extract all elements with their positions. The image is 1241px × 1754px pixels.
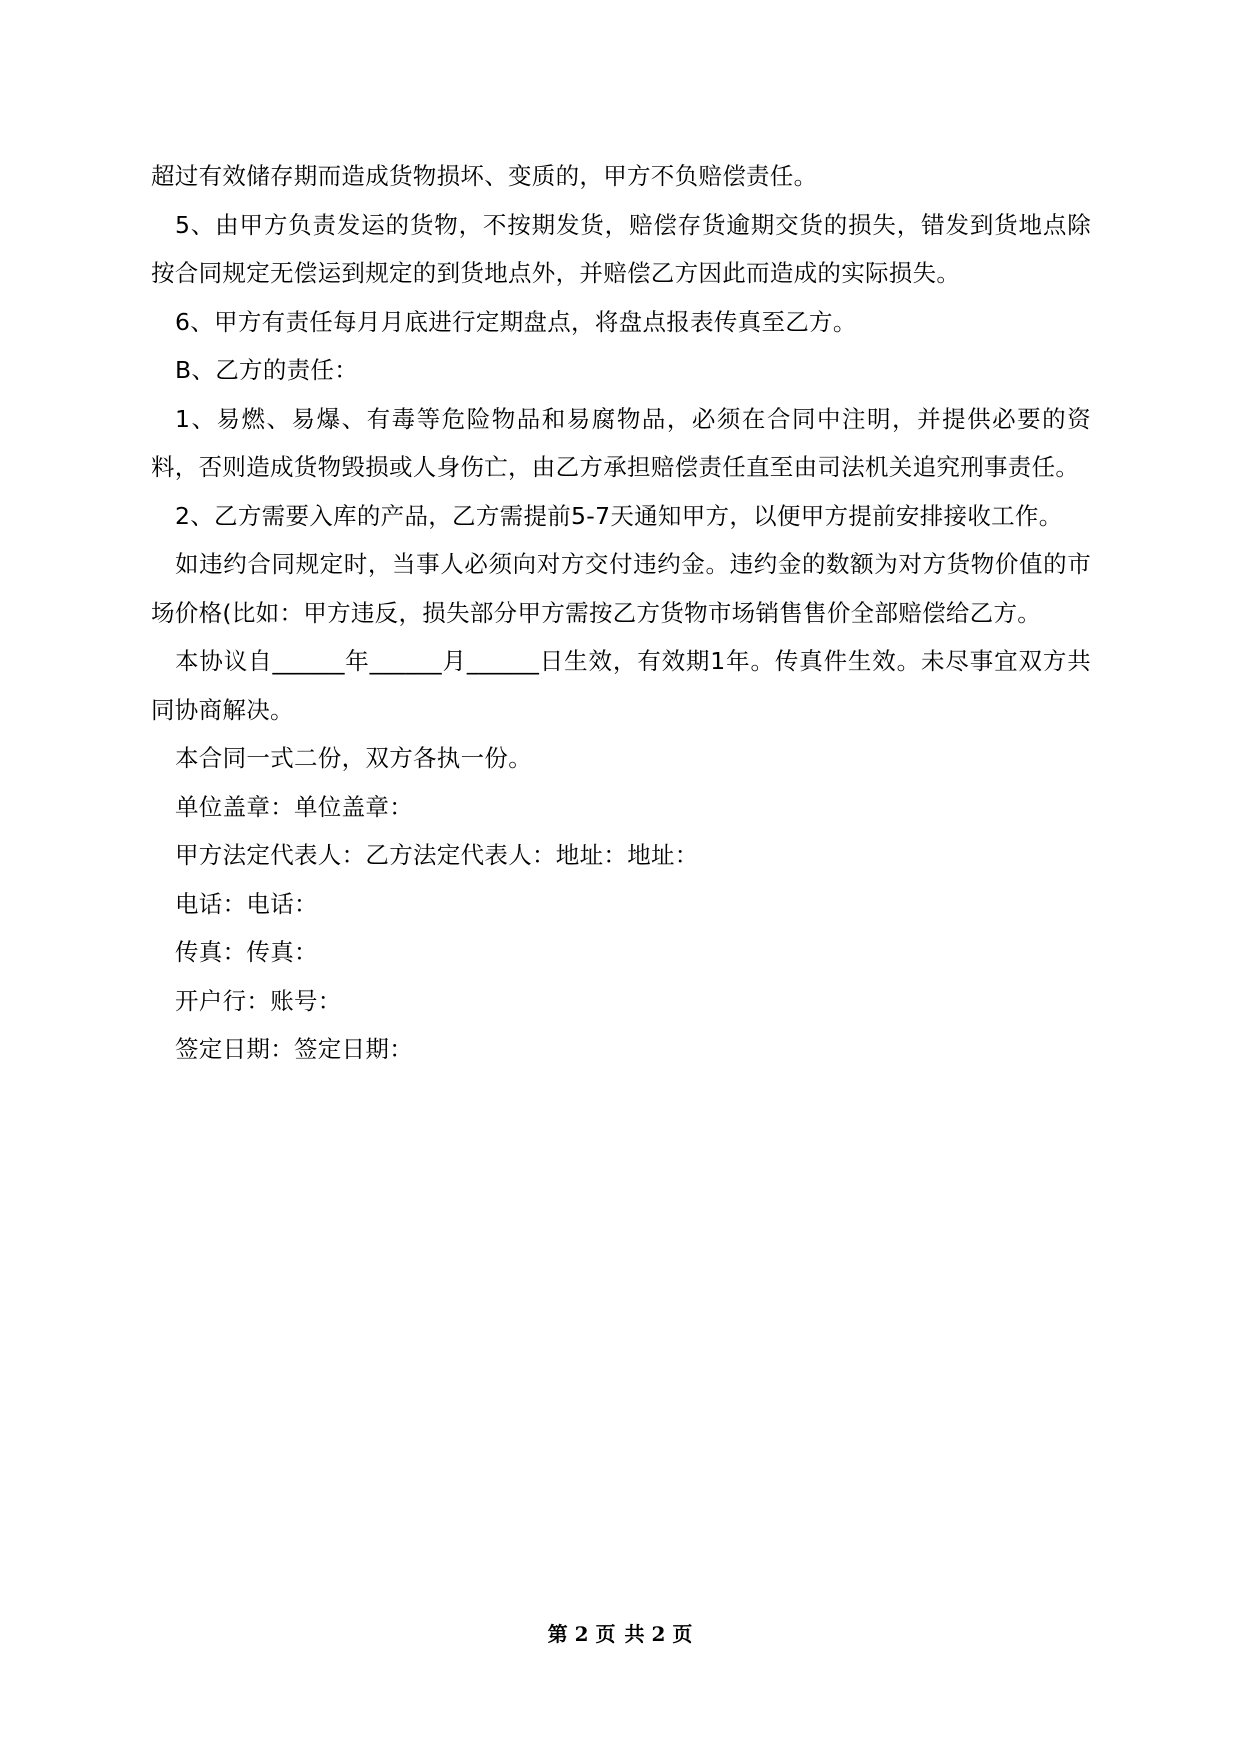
footer-page-number: 2	[574, 1622, 590, 1646]
signature-date-line: 签定日期：签定日期：	[175, 1035, 413, 1063]
paragraph-party-a-clause-5: 5、由甲方负责发运的货物，不按期发货，赔偿存货逾期交货的损失，错发到货地点除按合同规定无偿运到规定的到货地点外，并赔偿乙方因此而造成的实际损失。	[151, 210, 1091, 287]
footer-suffix: 页	[672, 1622, 694, 1646]
signature-phone-line: 电话：电话：	[175, 889, 318, 918]
paragraph-party-b-clause-1: 1、易燃、易爆、有毒等危险物品和易腐物品，必须在合同中注明，并提供必要的资料，否则造成货物毁损或人身伤亡，由乙方承担赔偿责任直至由司法机关追究刑事责任。	[151, 404, 1091, 481]
footer-prefix: 第	[547, 1622, 569, 1646]
signature-representative-line: 甲方法定代表人：乙方法定代表人：地址：地址：	[175, 841, 699, 869]
signature-bank-line: 开户行：账号：	[175, 986, 342, 1015]
footer-middle: 页 共	[595, 1622, 646, 1646]
paragraph-copies: 本合同一式二份，双方各执一份。	[175, 744, 532, 772]
paragraph-party-b-clause-2: 2、乙方需要入库的产品，乙方需提前5-7天通知甲方，以便甲方提前安排接收工作。	[175, 501, 1063, 530]
paragraph-party-a-clause-6: 6、甲方有责任每月月底进行定期盘点，将盘点报表传真至乙方。	[175, 307, 857, 336]
signature-seal-line: 单位盖章：单位盖章：	[175, 792, 413, 821]
paragraph-storage-clause-continued: 超过有效储存期而造成货物损坏、变质的，甲方不负赔偿责任。	[151, 162, 818, 190]
page-footer	[0, 1618, 1241, 1647]
signature-fax-line: 传真：传真：	[175, 938, 318, 966]
heading-party-b-responsibilities: B、乙方的责任：	[175, 356, 359, 384]
contract-body	[151, 152, 1091, 1074]
paragraph-effective-date: 本协议自______年______月______日生效，有效期1年。传真件生效。未尽事宜双方共同协商解决。	[151, 647, 1091, 724]
paragraph-breach-penalty: 如违约合同规定时，当事人必须向对方交付违约金。违约金的数额为对方货物价值的市场价格(比如：甲方违反，损失部分甲方需按乙方货物市场销售售价全部赔偿给乙方。	[151, 550, 1091, 627]
footer-total-pages: 2	[651, 1622, 667, 1646]
